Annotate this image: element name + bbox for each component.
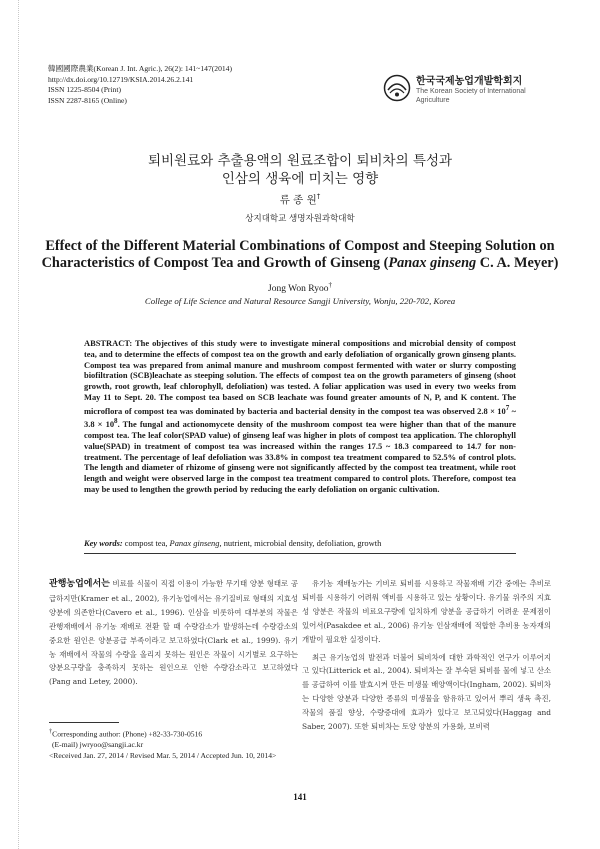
english-affiliation: College of Life Science and Natural Resource Sangji University, Wonju, 220-702, Korea [144,296,456,306]
manuscript-dates: <Received Jan. 27, 2014 / Revised Mar. 5, 2014 / Accepted Jun. 10, 2014> [49,750,277,760]
english-author: Jong Won Ryoo† [268,281,332,295]
issn-online: ISSN 2287-8165 (Online) [48,95,127,105]
body-column-right [302,577,551,734]
society-logo [383,72,555,118]
page-number: 141 [293,792,307,802]
abstract-label: ABSTRACT: [84,338,133,348]
society-korean-name: 한국국제농업개발학회지 [416,76,523,87]
journal-header [48,64,232,106]
english-title: Effect of the Different Material Combinations of Compost and Steeping Solution on Characteristics of Compost Tea and Growth of Ginseng (Panax ginseng C. A. Meyer) [41,238,559,271]
keywords: Key words: compost tea, Panax ginseng, nutrient, microbial density, defoliation, growth [84,538,382,548]
section-lead-heading: 관행농업에서는 [49,579,110,589]
korean-author: 류 종 원† [279,192,321,206]
korean-affiliation: 상지대학교 생명자원과학대학 [245,214,355,224]
journal-citation: 韓國國際農業(Korean J. Int. Agric.), 26(2): 141~147(2014) [48,64,233,73]
issn-print: ISSN 1225-8504 (Print) [48,85,121,95]
author-email[interactable]: (E-mail) jwryoo@sangji.ac.kr [52,740,144,750]
footnote: †Corresponding author: (Phone) +82-33-730-0516 (E-mail) jwryoo@sangji.ac.kr <Received Jan. 27, 2014 / Revised Mar. 5, 2014 / Accepted Jun. 10, 2014> [49,727,301,761]
doi-link[interactable]: http://dx.doi.org/10.12719/KSIA.2014.26.2.141 [48,74,194,84]
body-column-left: 관행농업에서는 비료를 식물이 직접 이용이 가능한 무기태 양분 형태로 공급하지만(Kramer et al., 2002), 유기농업에서는 유기질비료 형태의 지효성 양분에 의존한다(Cavero et al., 1996). 인삼을 비롯하여 대부분의 작물은 관행재배에서 유기농 재배로 전환 할 때 수량감소가 발생하는데 수량감소의 중요한 원인은 양분공급 부족이라고 보고하였다(Clark et al., 1999). 유기농 재배에서 작물의 수량을 올리지 못하는 원인은 작물이 시기별로 요구하는 양분요구량을 충족하지 못하는 원인으로 인한 수량감소라고 보고하였다(Pang and Letey, 2000). [49,579,298,687]
korean-title: 퇴비원료와 추출용액의 원료조합이 퇴비차의 특성과 인삼의 생육에 미치는 영향 [147,153,453,187]
body-paragraph: 최근 유기농업의 발전과 더불어 퇴비차에 대한 과학적인 연구가 이루어지고 있다(Litterick et al., 2004). 퇴비차는 잘 부숙된 퇴비를 물에 넣고 산소를 공급하여 이를 발효시켜 만든 미생물 배양액이다(Ingham, 2002). 퇴비차는 다양한 양분과 다양한 종류의 미생물을 함유하고 있어서 뿌리 생육 촉진, 작물의 품질 향상, 수량증대에 효과가 있다고 보고되었다(Haggag and Saber, 2007). 또한 퇴비차는 토양 양분의 가용화, 보비력 [302,652,551,732]
keywords-divider [84,553,516,554]
society-emblem-icon [383,74,411,102]
abstract: ABSTRACT: The objectives of this study were to investigate mineral compositions and microbial density of compost tea, and to determine the effects of compost tea on the growth and early defoliation of organically grown ginseng plants. Compost tea was prepared from animal manure and mushroom compost fermented with water or slurry composting biofiltration (SCB)leachate as steeping solution. The effects of compost tea on the growth parameters of ginseng (shoot growth, root growth, leaf chlorophyll, defoliation) was tested. A foliar application was used in every two weeks from May 11 to Sept. 20. The compost tea based on SCB leachate was found greater amounts of N, P, and K content. The microflora of compost tea was dominated by bacteria and bacterial density in the compost tea was observed $2.8 \times 10^7$ ~ $3.8 \times 10^8$. The fungal and actionomycete density of the mushroom compost tea were higher than that of the manure compost tea. The leaf color(SPAD value) of ginseng leaf was higher in plots of compost tea application. The chlorophyll value(SPAD) in treatment of compost tea was increased within the ranges 17.5 ~ 18.3 compareed to 14.7 for non-treatment. The percentage of leaf defoliation was 33.8% in compost tea treatment compared to 52.5% of control plots. The length and diameter of rhizome of ginseng were not significantly affected by the compost tea treatment, while root length and weight were observed large in the compost tea treatment compared to control plots. Therefore, compost tea may be used to lengthen the growth period by reducing the early defoliation on organic cultivation. [84,338,516,494]
scan-gutter-line [18,0,20,849]
society-english-name: The Korean Society of International Agriculture [416,88,526,104]
body-paragraph: 유기농 재배농가는 기비로 퇴비를 시용하고 작물재배 기간 중에는 추비로 퇴비를 시용하기 어려워 액비를 시용하고 있는 상황이다. 유기물 위주의 지효성 양분은 작물의 비료요구량에 일치하게 양분을 공급하기 어려운 문제점이 있어서(Pasakdee et al., 2006) 유기농 인삼재배에 적합한 추비용 농자재의 개발이 필요한 실정이다. [302,579,551,644]
footnote-divider [49,722,119,723]
